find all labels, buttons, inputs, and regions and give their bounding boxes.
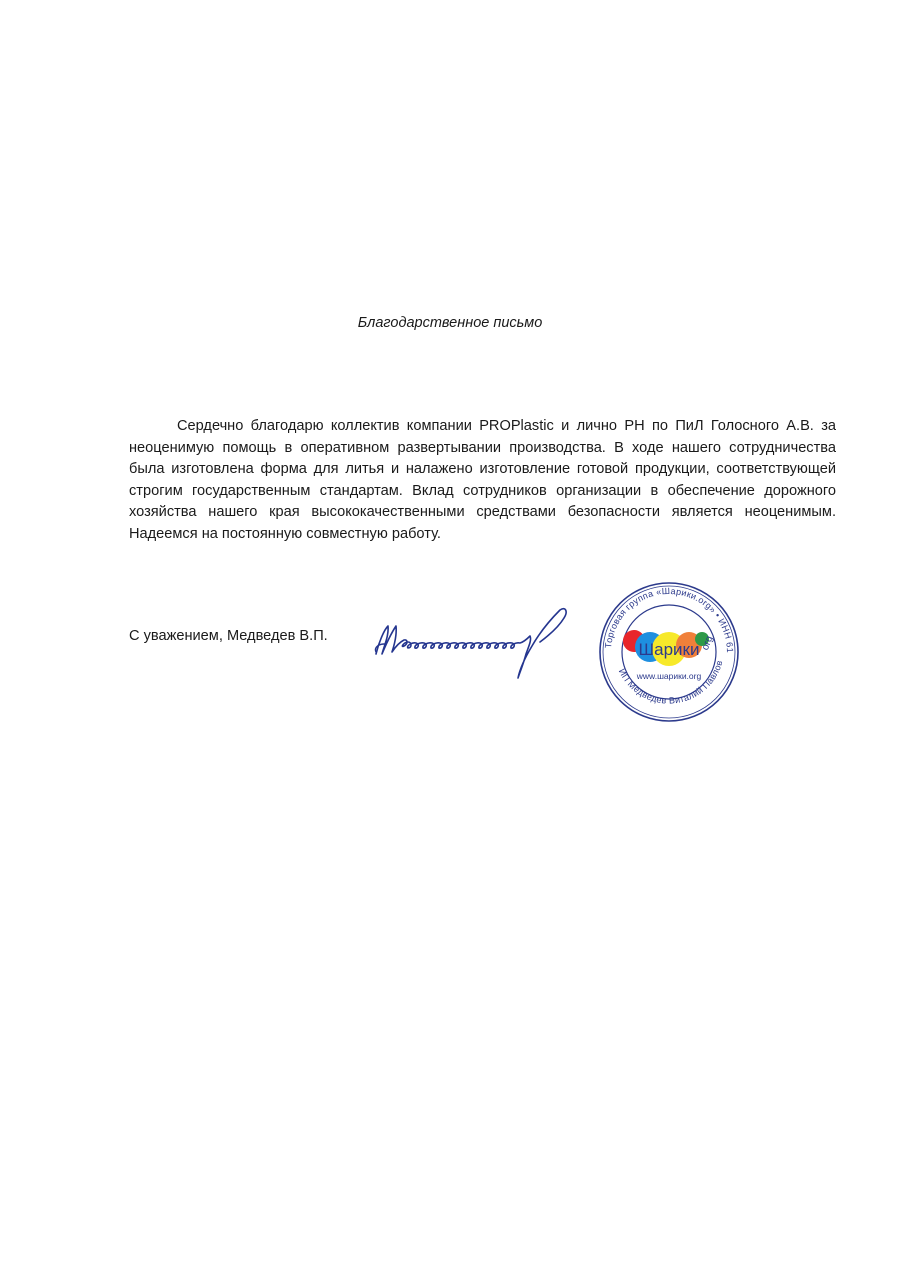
stamp-website: www.шарики.org — [636, 671, 702, 681]
company-stamp — [598, 581, 740, 723]
handwritten-signature — [370, 602, 580, 682]
stamp-center-suffix: org — [700, 634, 716, 652]
signature-drawing — [370, 602, 580, 682]
letter-body: Сердечно благодарю коллектив компании PROPlastic и лично РН по ПиЛ Голосного А.В. за неоценимую помощь в оперативном развертывании производства. В ходе нашего сотрудничества была изготовлена форма для литья и налажено изготовление готовой продукции, соответствующей строгим государственным стандартам. Вклад сотрудников организации в обеспечение дорожного хозяйства нашего края высококачественными средствами безопасности является неоценимым. Надеемся на постоянную совместную работу. — [129, 418, 836, 542]
stamp-ring-bottom-text: ИП Медведев Виталий Павлов — [616, 659, 725, 706]
letter-title: Благодарственное письмо — [357, 315, 543, 331]
stamp-seal — [598, 581, 740, 723]
stamp-center-text: Шарики — [638, 640, 700, 659]
closing-line: С уважением, Медведев В.П. — [129, 628, 328, 644]
stamp-ring-top-text: Торговая группа «Шарики.org» • ИНН 61 — [603, 585, 736, 654]
